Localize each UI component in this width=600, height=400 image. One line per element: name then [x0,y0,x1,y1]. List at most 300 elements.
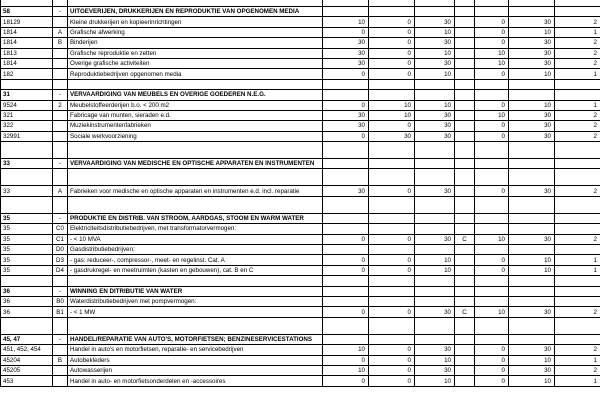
value-cell-5 [509,79,555,89]
value-cell-5: 30 [509,307,555,317]
value-cell-1: 10 [323,365,369,375]
value-cell-5 [509,286,555,296]
description-cell: - gasdrukregel- en meetruimten (kasten en gebouwen), cat. B en C [68,265,323,275]
code-cell: 35 [1,224,53,234]
category-cell [455,245,475,255]
value-cell-1 [323,142,369,159]
table-row [1,131,600,141]
value-cell-5: 10 [509,255,555,265]
value-cell-5: 30 [509,121,555,131]
sub-code-cell: C0 [53,224,68,234]
value-cell-4 [475,90,509,100]
value-cell-5 [509,245,555,255]
sub-code-cell [53,69,68,79]
section-row [1,334,600,344]
value-cell-3: 30 [415,38,455,48]
value-cell-5: 30 [509,58,555,68]
value-cell-2: 0 [369,234,415,244]
sub-code-cell: - [53,213,68,223]
value-cell-3: 10 [415,27,455,37]
category-cell [455,142,475,159]
sub-code-cell [53,79,68,89]
description-cell: Sociale werkvoorziening [68,131,323,141]
value-cell-4: 0 [475,265,509,275]
section-row [1,213,600,223]
value-cell-3 [415,213,455,223]
description-cell [68,79,323,89]
code-cell: 1813 [1,48,53,58]
value-cell-2 [369,169,415,186]
value-cell-6 [555,159,600,169]
value-cell-4 [475,317,509,334]
value-cell-2 [369,196,415,213]
value-cell-4: 0 [475,121,509,131]
value-cell-1: 30 [323,38,369,48]
value-cell-5 [509,213,555,223]
description-cell: Overige grafische activiteiten [68,58,323,68]
value-cell-3: 30 [415,17,455,27]
category-cell [455,186,475,196]
value-cell-1 [323,90,369,100]
value-cell-5 [509,169,555,186]
value-cell-4 [475,296,509,306]
value-cell-3 [415,245,455,255]
category-cell: C [455,307,475,317]
sub-code-cell: - [53,159,68,169]
value-cell-5 [509,196,555,213]
category-cell [455,48,475,58]
category-cell [455,69,475,79]
value-cell-3: 10 [415,255,455,265]
table-row [1,296,600,306]
value-cell-6 [555,276,600,286]
value-cell-2 [369,286,415,296]
value-cell-2 [369,142,415,159]
value-cell-5: 10 [509,69,555,79]
value-cell-6 [555,90,600,100]
code-cell: 35 [1,255,53,265]
category-cell [455,296,475,306]
category-cell [455,169,475,186]
table-row [1,355,600,365]
value-cell-5: 30 [509,234,555,244]
category-cell [455,58,475,68]
value-cell-2: 0 [369,48,415,58]
sub-code-cell [53,169,68,186]
blank-row [1,169,600,186]
description-cell: VERVAARDIGING VAN MEUBELS EN OVERIGE GOEDEREN N.E.G. [68,90,323,100]
value-cell-6 [555,334,600,344]
value-cell-2 [369,245,415,255]
value-cell-6: 1 [555,355,600,365]
category-cell [455,224,475,234]
sub-code-cell: B [53,38,68,48]
table-row [1,365,600,375]
value-cell-1 [323,296,369,306]
sub-code-cell: B0 [53,296,68,306]
value-cell-2: 0 [369,355,415,365]
category-cell [455,7,475,17]
value-cell-6 [555,79,600,89]
code-cell: 1814 [1,27,53,37]
code-cell [1,142,53,159]
value-cell-5: 30 [509,365,555,375]
value-cell-6 [555,142,600,159]
value-cell-4 [475,7,509,17]
value-cell-5: 10 [509,100,555,110]
description-cell: VERVAARDIGING VAN MEDISCHE EN OPTISCHE APPARATEN EN INSTRUMENTEN [68,159,323,169]
value-cell-6: 2 [555,131,600,141]
value-cell-1: 0 [323,27,369,37]
value-cell-6: 1 [555,255,600,265]
value-cell-3 [415,286,455,296]
value-cell-1 [323,79,369,89]
category-cell [455,276,475,286]
sub-code-cell: B1 [53,307,68,317]
code-cell: 35 [1,213,53,223]
code-cell: 1814 [1,38,53,48]
description-cell: - < 10 MVA [68,234,323,244]
value-cell-1 [323,245,369,255]
value-cell-2 [369,317,415,334]
value-cell-1 [323,224,369,234]
value-cell-4: 10 [475,110,509,120]
code-cell: 33 [1,159,53,169]
value-cell-3 [415,276,455,286]
value-cell-2: 10 [369,110,415,120]
value-cell-6: 2 [555,48,600,58]
value-cell-1: 0 [323,131,369,141]
value-cell-6 [555,245,600,255]
blank-row [1,196,600,213]
blank-row [1,79,600,89]
blank-row [1,317,600,334]
value-cell-2: 0 [369,17,415,27]
value-cell-2 [369,276,415,286]
value-cell-1 [323,159,369,169]
value-cell-6: 2 [555,365,600,375]
value-cell-6: 2 [555,121,600,131]
code-cell [1,79,53,89]
code-cell [1,276,53,286]
sub-code-cell [53,365,68,375]
value-cell-1: 30 [323,121,369,131]
code-cell [1,317,53,334]
description-cell: Fabrieken voor medische en optische apparaten en instrumenten e.d. incl. reparatie [68,186,323,196]
category-cell [455,345,475,355]
code-cell: 33 [1,186,53,196]
sub-code-cell: C1 [53,234,68,244]
description-cell [68,317,323,334]
description-cell [68,169,323,186]
description-cell: - < 1 MW [68,307,323,317]
value-cell-5 [509,159,555,169]
value-cell-4 [475,142,509,159]
value-cell-3: 30 [415,186,455,196]
category-cell [455,27,475,37]
description-cell: WINNING EN DITRIBUTIE VAN WATER [68,286,323,296]
value-cell-5 [509,276,555,286]
value-cell-4 [475,286,509,296]
value-cell-3: 30 [415,121,455,131]
value-cell-5 [509,7,555,17]
value-cell-3: 30 [415,131,455,141]
sub-code-cell [53,142,68,159]
category-cell [455,255,475,265]
value-cell-3: 30 [415,234,455,244]
value-cell-3 [415,196,455,213]
code-cell: 9524 [1,100,53,110]
value-cell-1: 10 [323,345,369,355]
value-cell-6 [555,169,600,186]
value-cell-3: 10 [415,69,455,79]
sub-code-cell: A [53,186,68,196]
value-cell-5 [509,317,555,334]
value-cell-5 [509,90,555,100]
value-cell-2 [369,224,415,234]
value-cell-3 [415,142,455,159]
sub-code-cell [53,110,68,120]
value-cell-6: 2 [555,58,600,68]
category-cell: C [455,234,475,244]
value-cell-5: 30 [509,48,555,58]
value-cell-2: 0 [369,345,415,355]
value-cell-4: 0 [475,345,509,355]
value-cell-3: 30 [415,345,455,355]
value-cell-2: 0 [369,365,415,375]
value-cell-2 [369,296,415,306]
value-cell-1 [323,169,369,186]
value-cell-1: 30 [323,186,369,196]
value-cell-5: 10 [509,265,555,275]
category-cell [455,334,475,344]
value-cell-6: 1 [555,376,600,386]
value-cell-6: 2 [555,110,600,120]
category-cell [455,196,475,213]
code-cell: 58 [1,7,53,17]
table-row [1,245,600,255]
value-cell-4: 0 [475,186,509,196]
value-cell-4: 0 [475,376,509,386]
category-cell [455,79,475,89]
table-body [1,0,600,386]
value-cell-2: 0 [369,27,415,37]
value-cell-5: 30 [509,131,555,141]
description-cell: Fabricage van munten, sieraden e.d. [68,110,323,120]
value-cell-2: 0 [369,121,415,131]
value-cell-2: 0 [369,186,415,196]
description-cell: Binderijen [68,38,323,48]
table-row [1,376,600,386]
value-cell-1: 0 [323,234,369,244]
value-cell-3: 10 [415,376,455,386]
code-cell [1,196,53,213]
value-cell-3: 30 [415,58,455,68]
value-cell-1: 0 [323,100,369,110]
value-cell-3: 10 [415,48,455,58]
value-cell-6 [555,317,600,334]
value-cell-1 [323,213,369,223]
value-cell-2: 0 [369,265,415,275]
description-cell: Handel in auto- en motorfietsonderdelen en -accessoires [68,376,323,386]
value-cell-6 [555,196,600,213]
table-row [1,110,600,120]
category-cell [455,376,475,386]
value-cell-4: 10 [475,58,509,68]
description-cell: Autowasserijen [68,365,323,375]
description-cell: Meubelstoffeerderijen b.o. < 200 m2 [68,100,323,110]
value-cell-6 [555,286,600,296]
value-cell-4: 0 [475,69,509,79]
value-cell-1 [323,276,369,286]
category-cell [455,90,475,100]
description-cell: Muziekinstrumentenfabrieken [68,121,323,131]
sub-code-cell: D0 [53,245,68,255]
value-cell-4: 0 [475,38,509,48]
value-cell-2: 0 [369,376,415,386]
table-row [1,48,600,58]
value-cell-1: 30 [323,58,369,68]
description-cell: Reproduktiebedrijven opgenomen media [68,69,323,79]
value-cell-3 [415,90,455,100]
value-cell-2 [369,334,415,344]
blank-row [1,142,600,159]
value-cell-1 [323,7,369,17]
value-cell-5 [509,334,555,344]
value-cell-5: 30 [509,345,555,355]
code-cell: 35 [1,234,53,244]
section-row [1,159,600,169]
category-cell [455,286,475,296]
value-cell-6: 2 [555,307,600,317]
value-cell-4: 0 [475,131,509,141]
table-row [1,265,600,275]
sub-code-cell [53,317,68,334]
table-row [1,307,600,317]
table-row [1,17,600,27]
category-cell [455,365,475,375]
value-cell-5: 30 [509,186,555,196]
value-cell-3 [415,159,455,169]
value-cell-4: 0 [475,27,509,37]
description-cell: Handel in auto's en motorfietsen, reparatie- en servicebedrijven [68,345,323,355]
value-cell-4 [475,213,509,223]
sub-code-cell [53,345,68,355]
value-cell-3: 30 [415,307,455,317]
value-cell-4: 0 [475,17,509,27]
value-cell-4 [475,159,509,169]
value-cell-3: 30 [415,365,455,375]
value-cell-1 [323,286,369,296]
value-cell-2: 0 [369,255,415,265]
category-cell [455,355,475,365]
code-cell: 1814 [1,58,53,68]
section-row [1,90,600,100]
code-cell: 18129 [1,17,53,27]
value-cell-1: 30 [323,110,369,120]
value-cell-4: 0 [475,255,509,265]
value-cell-2: 0 [369,307,415,317]
value-cell-4: 10 [475,48,509,58]
sub-code-cell: B [53,355,68,365]
value-cell-4 [475,196,509,213]
table-row [1,186,600,196]
sub-code-cell: A [53,27,68,37]
value-cell-5: 10 [509,27,555,37]
value-cell-1 [323,317,369,334]
table-row [1,58,600,68]
description-cell: HANDEL/REPARATIE VAN AUTO'S, MOTORFIETSEN; BENZINESERVICESTATIONS [68,334,323,344]
value-cell-6 [555,224,600,234]
value-cell-6 [555,7,600,17]
code-cell: 321 [1,110,53,120]
value-cell-3 [415,296,455,306]
description-cell [68,142,323,159]
category-cell [455,17,475,27]
value-cell-5: 30 [509,110,555,120]
value-cell-2 [369,213,415,223]
category-cell [455,317,475,334]
value-cell-4 [475,245,509,255]
category-cell [455,100,475,110]
code-cell: 453 [1,376,53,386]
category-cell [455,265,475,275]
table-row [1,69,600,79]
value-cell-6 [555,213,600,223]
value-cell-1: 0 [323,69,369,79]
value-cell-2: 0 [369,69,415,79]
value-cell-6: 2 [555,38,600,48]
value-cell-5 [509,296,555,306]
description-cell: Autobekleders [68,355,323,365]
value-cell-2: 10 [369,100,415,110]
sub-code-cell: - [53,7,68,17]
value-cell-4 [475,169,509,186]
code-cell: 35 [1,245,53,255]
category-cell [455,213,475,223]
value-cell-1: 30 [323,48,369,58]
table-row [1,224,600,234]
value-cell-6: 1 [555,100,600,110]
value-cell-1: 0 [323,307,369,317]
value-cell-6: 2 [555,345,600,355]
value-cell-3 [415,334,455,344]
description-cell: Gasdistributiebedrijven: [68,245,323,255]
sub-code-cell [53,376,68,386]
code-cell: 45205 [1,365,53,375]
value-cell-4: 0 [475,355,509,365]
value-cell-2 [369,7,415,17]
code-cell: 32991 [1,131,53,141]
code-cell: 36 [1,307,53,317]
table-row [1,100,600,110]
value-cell-5: 10 [509,376,555,386]
sub-code-cell [53,58,68,68]
value-cell-3 [415,7,455,17]
value-cell-2 [369,159,415,169]
value-cell-3: 10 [415,355,455,365]
section-row [1,7,600,17]
table-row [1,255,600,265]
value-cell-4 [475,276,509,286]
sub-code-cell [53,276,68,286]
description-cell: Kleine drukkerijen en kopieerinrichtingen [68,17,323,27]
value-cell-5: 30 [509,38,555,48]
table-row [1,38,600,48]
description-cell: Elektriciteitsdistributiebedrijven, met transformatorvermogen: [68,224,323,234]
value-cell-6: 2 [555,17,600,27]
description-cell [68,276,323,286]
